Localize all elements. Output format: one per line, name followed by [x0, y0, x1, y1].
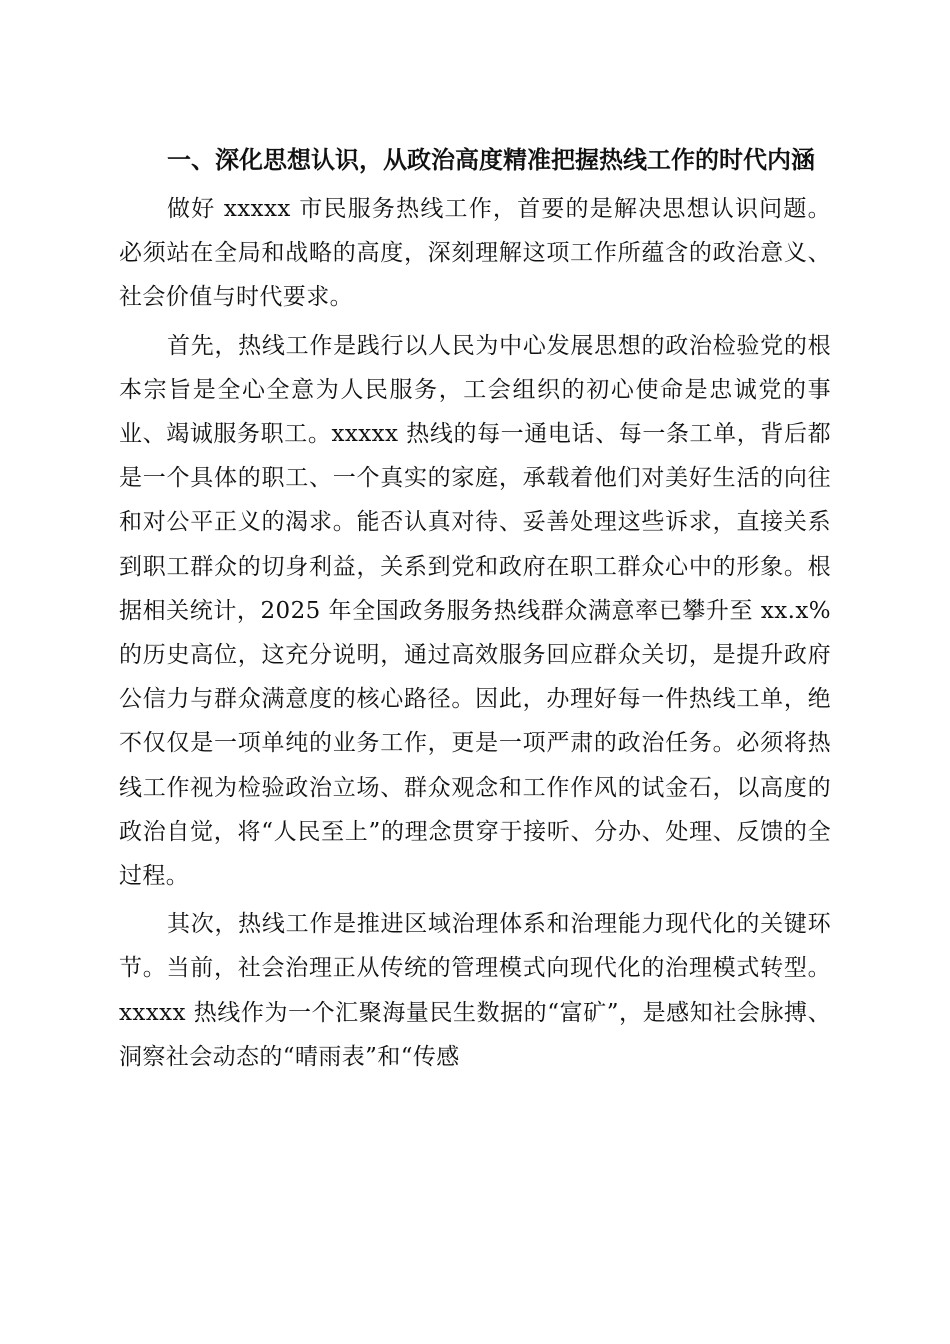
paragraph-second-point: 其次，热线工作是推进区域治理体系和治理能力现代化的关键环节。当前，社会治理正从传统的管理模式向现代化的治理模式转型。xxxxx 热线作为一个汇聚海量民生数据的“富矿”，是感知社会脉搏、洞察社会动态的“晴雨表”和“传感	[119, 911, 831, 1070]
paragraph-intro: 做好 xxxxx 市民服务热线工作，首要的是解决思想认识问题。必须站在全局和战略的高度，深刻理解这项工作所蕴含的政治意义、社会价值与时代要求。	[119, 196, 831, 311]
document-body	[119, 140, 831, 1083]
paragraph-first-point: 首先，热线工作是践行以人民为中心发展思想的政治检验党的根本宗旨是全心全意为人民服务，工会组织的初心使命是忠诚党的事业、竭诚服务职工。xxxxx 热线的每一通电话、每一条工单，背后都是一个具体的职工、一个真实的家庭，承载着他们对美好生活的向往和对公平正义的渴求。能否认真对待、妥善处理这些诉求，直接关系到职工群众的切身利益，关系到党和政府在职工群众心中的形象。根据相关统计，2025 年全国政务服务热线群众满意率已攀升至 xx.x%的历史高位，这充分说明，通过高效服务回应群众关切，是提升政府公信力与群众满意度的核心路径。因此，办理好每一件热线工单，绝不仅仅是一项单纯的业务工作，更是一项严肃的政治任务。必须将热线工作视为检验政治立场、群众观念和工作作风的试金石，以高度的政治自觉，将“人民至上”的理念贯穿于接听、分办、处理、反馈的全过程。	[119, 332, 831, 890]
section-heading: 一、深化思想认识，从政治高度精准把握热线工作的时代内涵	[167, 146, 815, 174]
